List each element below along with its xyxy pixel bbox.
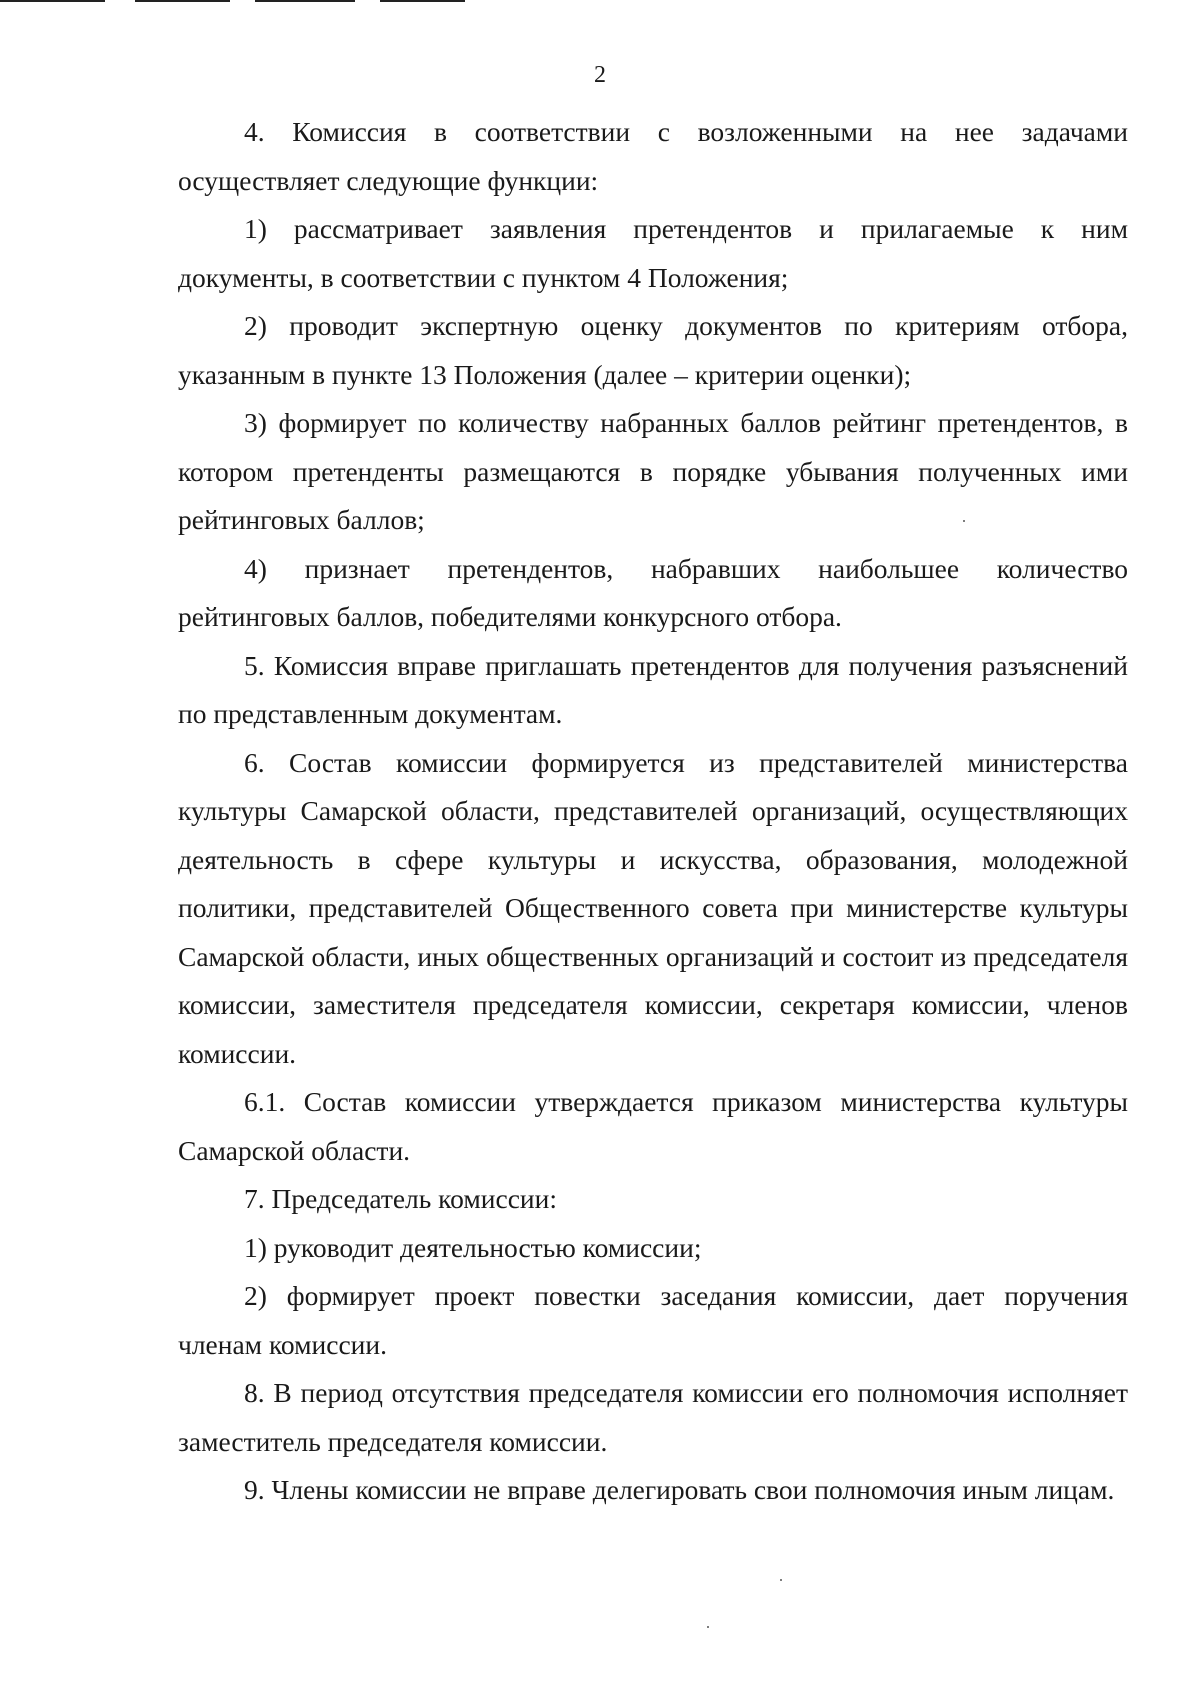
paragraph-4-item-1: 1) рассматривает заявления претендентов и прилагаемые к ним документы, в соответствии с пунктом 4 Положения; (178, 213, 1128, 293)
paragraph-4: 4. Комиссия в соответствии с возложенными на нее задачами осуществляет следующие функции: (178, 116, 1128, 196)
paragraph-4-item-4: 4) признает претендентов, набравших наибольшее количество рейтинговых баллов, победителями конкурсного отбора. (178, 552, 1128, 632)
paragraph-7-item-1: 1) руководит деятельностью комиссии; (244, 1231, 702, 1263)
page-number: 2 (594, 62, 606, 88)
paragraph-6-1: 6.1. Состав комиссии утверждается приказом министерства культуры Самарской области. (178, 1086, 1128, 1166)
paragraph-4-item-2: 2) проводит экспертную оценку документов по критериям отбора, указанным в пункте 13 Положения (далее – критерии оценки); (178, 310, 1128, 390)
paragraph-9: 9. Члены комиссии не вправе делегировать свои полномочия иным лицам. (244, 1474, 1115, 1505)
paragraph-7-item-2: 2) формирует проект повестки заседания комиссии, дает поручения членам комиссии. (178, 1280, 1128, 1360)
document-body (178, 108, 1128, 1515)
scan-speck (780, 1579, 782, 1581)
scan-edge-marks (0, 0, 470, 3)
scan-speck (707, 1626, 709, 1628)
paragraph-6: 6. Состав комиссии формируется из представителей министерства культуры Самарской области, представителей организаций, осуществляющих деятельность в сфере культуры и искусства, образования, молодежной политики, представителей Общественного совета при министерстве культуры Самарской области, иных общественных организаций и состоит из председателя комиссии, заместителя председателя комиссии, секретаря комиссии, членов комиссии. (178, 746, 1128, 1069)
paragraph-5: 5. Комиссия вправе приглашать претендентов для получения разъяснений по представленным документам. (178, 649, 1128, 729)
paragraph-7: 7. Председатель комиссии: (244, 1183, 557, 1214)
scan-speck (963, 520, 965, 522)
paragraph-4-item-3: 3) формирует по количеству набранных баллов рейтинг претендентов, в котором претенденты размещаются в порядке убывания полученных ими рейтинговых баллов; (178, 407, 1128, 535)
paragraph-8: 8. В период отсутствия председателя комиссии его полномочия исполняет заместитель председателя комиссии. (178, 1377, 1128, 1457)
